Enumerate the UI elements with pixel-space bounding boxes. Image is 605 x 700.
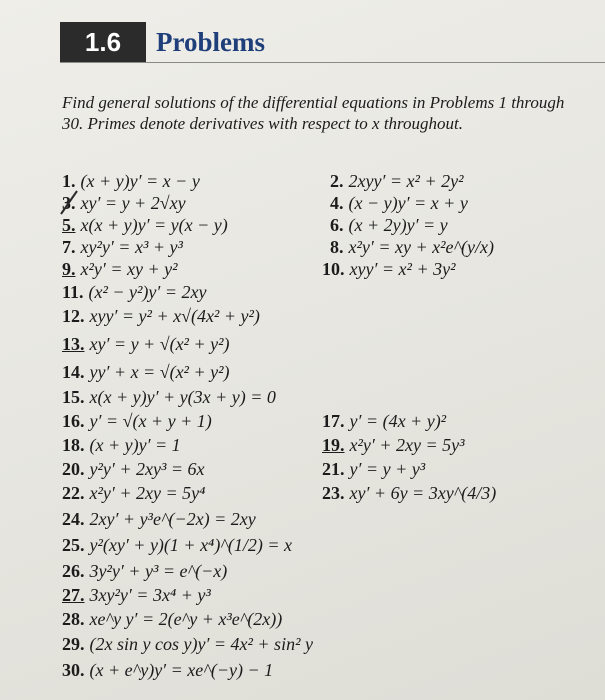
problem-5 [62, 214, 228, 236]
problem-equation: x(x + y)y′ + y(3x + y) = 0 [89, 387, 276, 407]
problem-21 [322, 458, 425, 480]
problem-number: 13. [62, 334, 85, 354]
problem-number: 10. [322, 259, 345, 279]
problem-number: 21. [322, 459, 345, 479]
problem-equation: xy′ = y + √(x² + y²) [89, 334, 230, 354]
problem-equation: 3xy²y′ = 3x⁴ + y³ [89, 585, 211, 605]
problem-4 [330, 192, 468, 214]
problem-equation: xyy′ = y² + x√(4x² + y²) [89, 306, 260, 326]
section-header [60, 22, 265, 62]
problem-equation: y′ = √(x + y + 1) [89, 411, 212, 431]
problem-equation: (x² − y²)y′ = 2xy [88, 282, 207, 302]
problem-number: 24. [62, 509, 85, 529]
problem-equation: x²y′ = xy + y² [80, 259, 178, 279]
problem-equation: x(x + y)y′ = y(x − y) [80, 215, 228, 235]
problem-26 [62, 560, 227, 582]
problem-13 [62, 333, 229, 355]
problem-equation: y′ = (4x + y)² [349, 411, 447, 431]
problem-number: 27. [62, 585, 85, 605]
problem-number: 20. [62, 459, 85, 479]
problem-number: 16. [62, 411, 85, 431]
problem-7 [62, 236, 183, 258]
problem-number: 6. [330, 215, 344, 235]
problem-24 [62, 508, 256, 530]
problem-number: 17. [322, 411, 345, 431]
problem-equation: xe^y y′ = 2(e^y + x³e^(2x)) [89, 609, 283, 629]
problem-number: 12. [62, 306, 85, 326]
problem-15 [62, 386, 276, 408]
problem-equation: (2x sin y cos y)y′ = 4x² + sin² y [89, 634, 313, 654]
problem-number [62, 192, 76, 214]
problem-number: 8. [330, 237, 344, 257]
problem-23 [322, 482, 496, 504]
problem-19 [322, 434, 464, 456]
problem-25 [62, 534, 292, 556]
problem-number: 22. [62, 483, 85, 503]
problem-equation: y²y′ + 2xy³ = 6x [89, 459, 205, 479]
problem-2 [330, 170, 463, 192]
problem-8 [330, 236, 494, 258]
problem-12 [62, 305, 260, 327]
header-rule [60, 62, 605, 63]
problem-number: 18. [62, 435, 85, 455]
problem-30 [62, 659, 273, 681]
problem-equation: (x + y)y′ = x − y [80, 171, 200, 191]
problem-17 [322, 410, 446, 432]
problem-equation: xy′ = y + 2√xy [80, 193, 186, 213]
problem-equation: xy²y′ = x³ + y³ [80, 237, 183, 257]
problem-equation: x²y′ = xy + x²e^(y/x) [348, 237, 495, 257]
problem-number: 29. [62, 634, 85, 654]
problem-number: 11. [62, 282, 84, 302]
problem-number: 19. [322, 435, 345, 455]
problem-number: 23. [322, 483, 345, 503]
problem-number: 25. [62, 535, 85, 555]
problem-11 [62, 281, 206, 303]
problem-10 [322, 258, 455, 280]
problem-1 [62, 170, 200, 192]
problem-equation: x²y′ + 2xy = 5y³ [349, 435, 465, 455]
problem-equation: y′ = y + y³ [349, 459, 426, 479]
problem-number: 2. [330, 171, 344, 191]
problem-equation: 3y²y′ + y³ = e^(−x) [89, 561, 228, 581]
problem-9 [62, 258, 177, 280]
problem-number: 5. [62, 215, 76, 235]
problem-equation: yy′ + x = √(x² + y²) [89, 362, 230, 382]
problem-equation: (x + y)y′ = 1 [89, 435, 181, 455]
problem-27 [62, 584, 211, 606]
problem-equation: xy′ + 6y = 3xy^(4/3) [349, 483, 497, 503]
problem-equation: (x − y)y′ = x + y [348, 193, 468, 213]
problem-number: 7. [62, 237, 76, 257]
problem-number: 14. [62, 362, 85, 382]
problem-6 [330, 214, 448, 236]
problem-number: 26. [62, 561, 85, 581]
problem-equation: y²(xy′ + y)(1 + x⁴)^(1/2) = x [89, 535, 293, 555]
problem-number: 15. [62, 387, 85, 407]
problem-number: 30. [62, 660, 85, 680]
problem-number: 28. [62, 609, 85, 629]
problem-number: 1. [62, 171, 76, 191]
problem-equation: x²y′ + 2xy = 5y⁴ [89, 483, 206, 503]
problem-29 [62, 633, 313, 655]
problem-18 [62, 434, 181, 456]
problem-16 [62, 410, 212, 432]
section-title: Problems [156, 26, 265, 57]
problem-equation: 2xyy′ = x² + 2y² [348, 171, 464, 191]
problem-14 [62, 361, 229, 383]
problem-number-text: 3. [62, 193, 76, 213]
section-number: 1.6 [60, 22, 146, 62]
problem-equation: xyy′ = x² + 3y² [349, 259, 456, 279]
instructions: Find general solutions of the differential equations in Problems 1 through 30. Primes denote derivatives with respect to x throughout. [62, 93, 565, 133]
problem-equation: (x + 2y)y′ = y [348, 215, 448, 235]
problem-number: 4. [330, 193, 344, 213]
problem-20 [62, 458, 204, 480]
problem-equation: 2xy′ + y³e^(−2x) = 2xy [89, 509, 256, 529]
problem-number: 9. [62, 259, 76, 279]
problem-28 [62, 608, 282, 630]
problem-equation: (x + e^y)y′ = xe^(−y) − 1 [89, 660, 274, 680]
problem-3 [62, 192, 186, 214]
problem-22 [62, 482, 205, 504]
